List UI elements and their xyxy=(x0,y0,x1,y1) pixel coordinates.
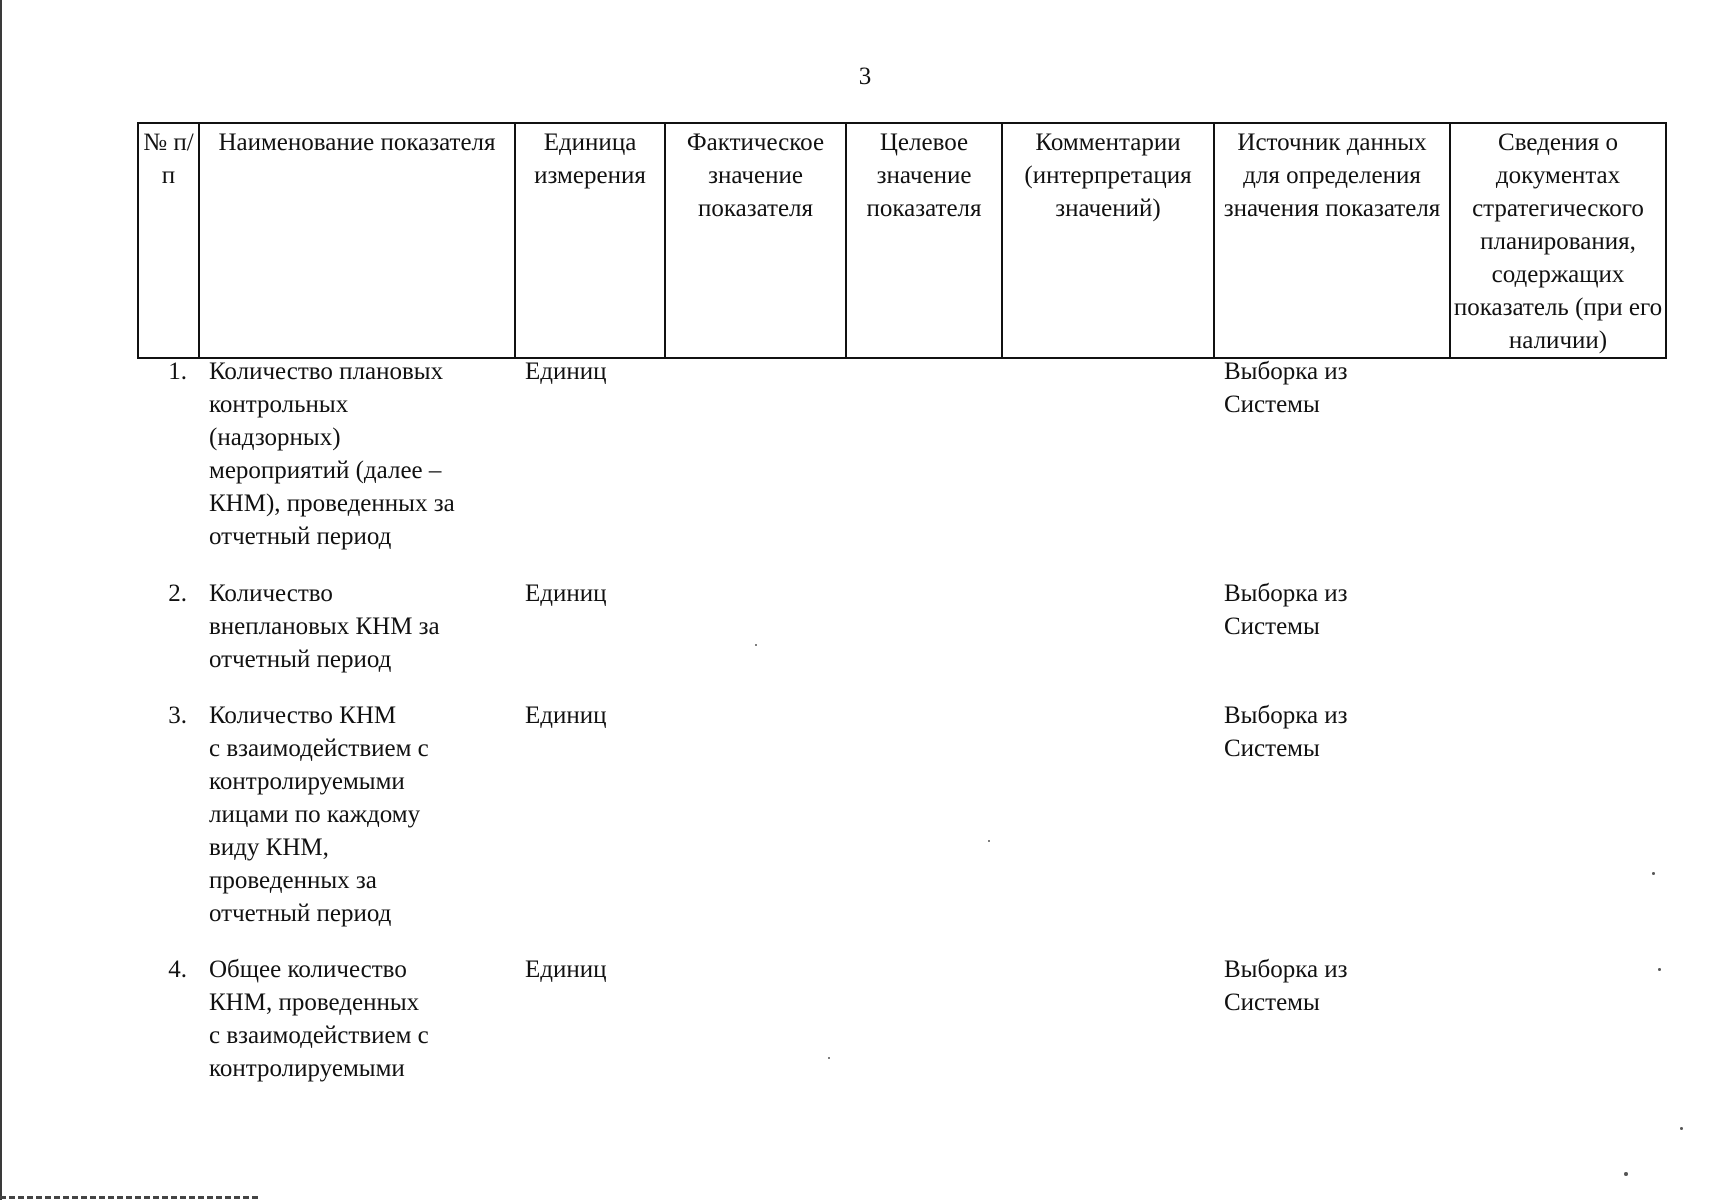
row-unit: Единиц xyxy=(525,358,607,385)
scan-speck xyxy=(755,644,757,646)
row-unit: Единиц xyxy=(525,956,607,983)
row-data-source: Выборка из Системы xyxy=(1224,702,1348,762)
header-target-value: Целевое значение показателя xyxy=(846,123,1002,358)
row-data-source: Выборка из Системы xyxy=(1224,580,1348,640)
scan-speck xyxy=(988,840,990,842)
row-indicator-name: Количество плановых контрольных (надзорных) мероприятий (далее – КНМ), проведенных за отчетный период xyxy=(209,358,455,550)
row-data-source: Выборка из Системы xyxy=(1224,956,1348,1016)
scan-speck xyxy=(1652,872,1655,875)
page-number: 3 xyxy=(858,63,872,90)
scan-speck xyxy=(1680,1127,1683,1130)
header-unit: Единица измерения xyxy=(515,123,665,358)
scan-edge-left xyxy=(0,0,2,1200)
scan-edge-bottom xyxy=(0,1196,260,1199)
scan-speck xyxy=(828,1057,830,1059)
row-number: 3. xyxy=(168,702,187,729)
header-actual-value: Фактическое значение показателя xyxy=(665,123,846,358)
scan-speck xyxy=(1658,968,1661,971)
header-data-source: Источник данных для определения значения показателя xyxy=(1214,123,1450,358)
header-strategic-documents: Сведения о документах стратегического планирования, содержащих показатель (при его наличии) xyxy=(1450,123,1666,358)
row-number: 2. xyxy=(168,580,187,607)
row-indicator-name: Общее количество КНМ, проведенных с взаимодействием с контролируемыми xyxy=(209,956,429,1082)
row-number: 1. xyxy=(168,358,187,385)
header-indicator-name: Наименование показателя xyxy=(199,123,515,358)
row-number: 4. xyxy=(168,956,187,983)
row-unit: Единиц xyxy=(525,580,607,607)
row-unit: Единиц xyxy=(525,702,607,729)
scan-speck xyxy=(1624,1172,1628,1176)
row-indicator-name: Количество внеплановых КНМ за отчетный период xyxy=(209,580,440,673)
header-number: № п/п xyxy=(138,123,199,358)
indicators-table-header xyxy=(137,122,1667,359)
row-data-source: Выборка из Системы xyxy=(1224,358,1348,418)
header-comments: Комментарии (интерпретация значений) xyxy=(1002,123,1214,358)
row-indicator-name: Количество КНМ с взаимодействием с контролируемыми лицами по каждому виду КНМ, проведенных за отчетный период xyxy=(209,702,429,927)
